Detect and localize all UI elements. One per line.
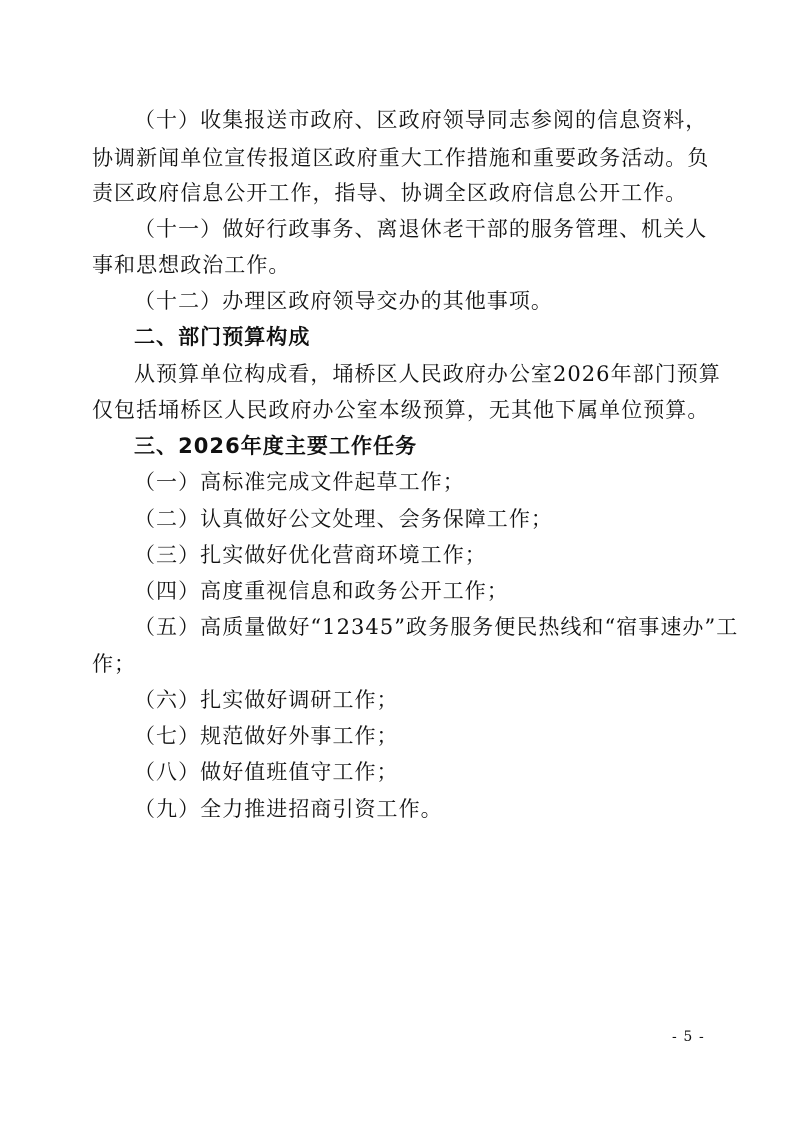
task-item-9: （九）全力推进招商引资工作。 [134, 797, 443, 821]
paragraph-duty-11-line-2: 事和思想政治工作。 [92, 253, 291, 277]
task-item-7: （七）规范做好外事工作； [134, 724, 399, 748]
paragraph-duty-11-line-1: （十一）做好行政事务、离退休老干部的服务管理、机关人 [134, 217, 708, 241]
task-item-3: （三）扎实做好优化营商环境工作； [134, 543, 487, 567]
task-item-2: （二）认真做好公文处理、会务保障工作； [134, 507, 553, 531]
task-item-5-line-1: （五）高质量做好“12345”政务服务便民热线和“宿事速办”工 [134, 615, 739, 639]
paragraph-duty-12: （十二）办理区政府领导交办的其他事项。 [134, 289, 553, 313]
task-item-8: （八）做好值班值守工作； [134, 760, 399, 784]
paragraph-budget-line-2: 仅包括埇桥区人民政府办公室本级预算，无其他下属单位预算。 [92, 398, 710, 422]
task-item-1: （一）高标准完成文件起草工作； [134, 470, 465, 494]
page-number: - 5 - [672, 1029, 705, 1045]
section-heading-budget-structure: 二、部门预算构成 [134, 325, 311, 349]
task-item-4: （四）高度重视信息和政务公开工作； [134, 579, 509, 603]
paragraph-duty-10-line-3: 责区政府信息公开工作，指导、协调全区政府信息公开工作。 [92, 181, 688, 205]
paragraph-duty-10-line-1: （十）收集报送市政府、区政府领导同志参阅的信息资料， [134, 108, 708, 132]
paragraph-duty-10-line-2: 协调新闻单位宣传报道区政府重大工作措施和重要政务活动。负 [92, 146, 710, 170]
section-heading-main-tasks: 三、2026年度主要工作任务 [134, 434, 418, 458]
task-item-6: （六）扎实做好调研工作； [134, 688, 399, 712]
paragraph-budget-line-1: 从预算单位构成看，埇桥区人民政府办公室2026年部门预算 [134, 362, 721, 386]
task-item-5-line-2: 作； [92, 652, 137, 676]
